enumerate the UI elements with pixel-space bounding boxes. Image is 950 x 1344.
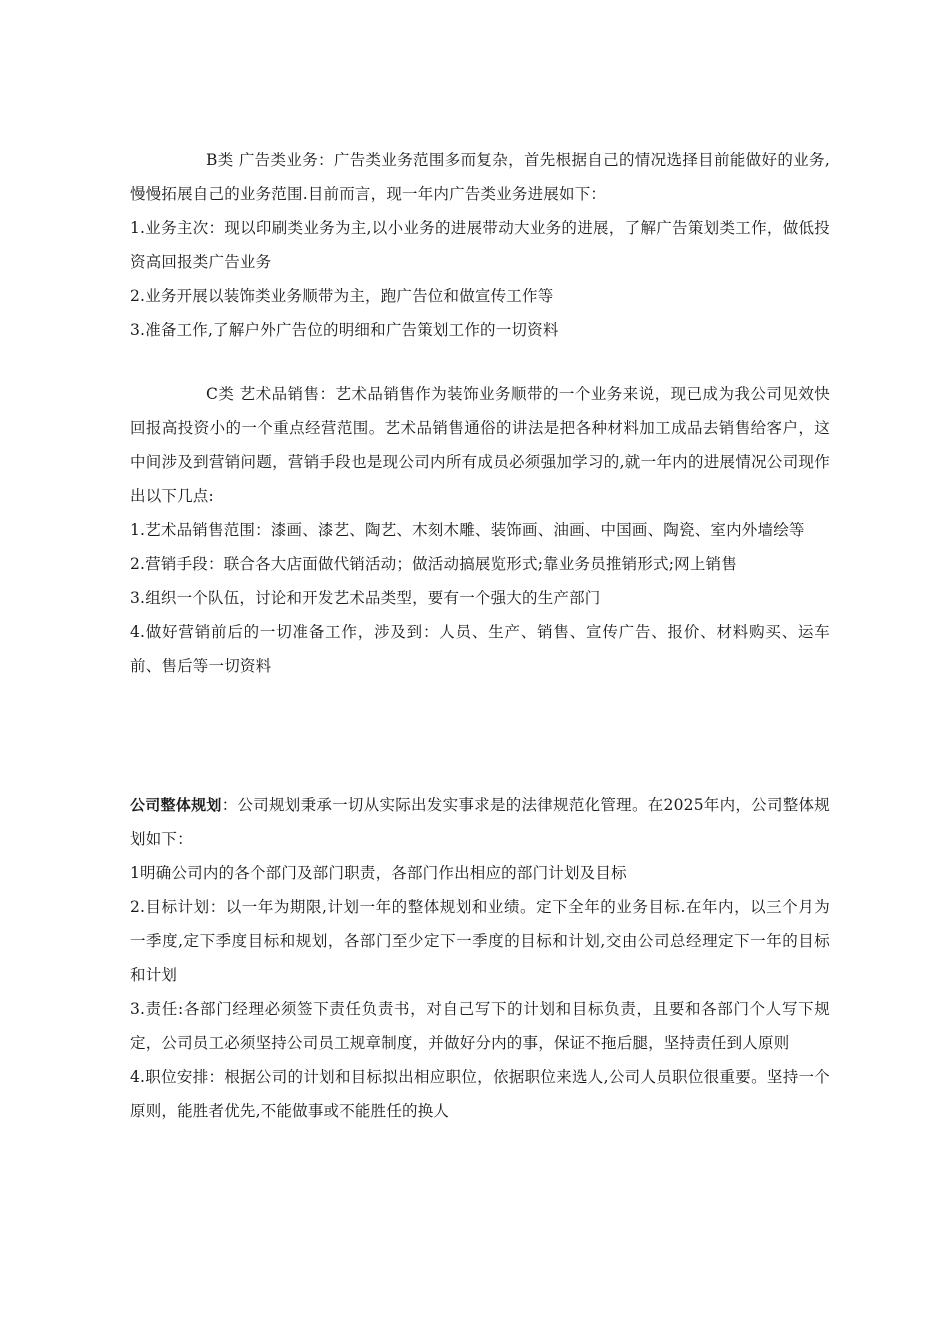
art-sales-item-3: 3.组织一个队伍，讨论和开发艺术品类型，要有一个强大的生产部门 xyxy=(130,589,601,607)
advertising-item-1: 1.业务主次：现以印刷类业务为主,以小业务的进展带动大业务的进展，了解广告策划类工作，做低投资高回报类广告业务 xyxy=(130,219,830,271)
advertising-item-2: 2.业务开展以装饰类业务顺带为主，跑广告位和做宣传工作等 xyxy=(130,287,554,305)
company-plan-item-1: 1明确公司内的各个部门及部门职责，各部门作出相应的部门计划及目标 xyxy=(130,864,627,882)
advertising-item-3: 3.准备工作,了解户外广告位的明细和广告策划工作的一切资料 xyxy=(130,321,559,339)
art-sales-item-1: 1.艺术品销售范围：漆画、漆艺、陶艺、木刻木雕、装饰画、油画、中国画、陶瓷、室内外墙绘等 xyxy=(130,521,805,539)
art-sales-item-2: 2.营销手段：联合各大店面做代销活动；做活动搞展览形式;靠业务员推销形式;网上销售 xyxy=(130,555,737,573)
section-art-sales xyxy=(130,377,830,683)
company-plan-intro: ：公司规划秉承一切从实际出发实事求是的法律规范化管理。在2025年内，公司整体规划如下： xyxy=(130,796,831,848)
advertising-intro: B类 广告类业务：广告类业务范围多而复杂，首先根据自己的情况选择目前能做好的业务,慢慢拓展自己的业务范围.目前而言，现一年内广告类业务进展如下： xyxy=(130,151,830,203)
company-plan-item-3: 3.责任:各部门经理必须签下责任负责书，对自己写下的计划和目标负责，且要和各部门个人写下规定，公司员工必须坚持公司员工规章制度，并做好分内的事，保证不拖后腿，坚持责任到人原则 xyxy=(130,1000,830,1052)
section-advertising xyxy=(130,143,830,347)
art-sales-item-4: 4.做好营销前后的一切准备工作，涉及到：人员、生产、销售、宣传广告、报价、材料购买、运车前、售后等一切资料 xyxy=(130,623,830,675)
company-plan-heading: 公司整体规划 xyxy=(130,796,222,814)
company-plan-intro-paragraph xyxy=(130,788,830,856)
company-plan-item-4: 4.职位安排：根据公司的计划和目标拟出相应职位，依据职位来选人,公司人员职位很重要。坚持一个原则，能胜者优先,不能做事或不能胜任的换人 xyxy=(130,1068,830,1120)
art-sales-intro: C类 艺术品销售：艺术品销售作为装饰业务顺带的一个业务来说，现已成为我公司见效快回报高投资小的一个重点经营范围。艺术品销售通俗的讲法是把各种材料加工成品去销售给客户，这中间涉及到营销问题，营销手段也是现公司内所有成员必须强加学习的,就一年内的进展情况公司现作出以下几点: xyxy=(130,385,830,505)
section-company-plan xyxy=(130,788,830,1128)
company-plan-item-2: 2.目标计划：以一年为期限,计划一年的整体规划和业绩。定下全年的业务目标.在年内，以三个月为一季度,定下季度目标和规划，各部门至少定下一季度的目标和计划,交由公司总经理定下一年的目标和计划 xyxy=(130,898,830,984)
